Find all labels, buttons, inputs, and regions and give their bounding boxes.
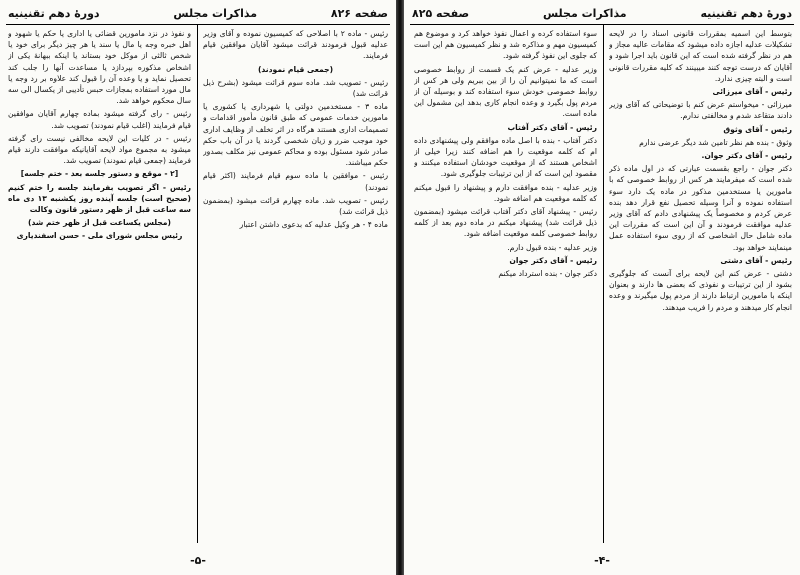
paragraph: رئیس - تصویب شد. ماده چهارم قرائت میشود (بمضمون ذیل قرائت شد) xyxy=(203,195,388,217)
paragraph: رئیس - اگر تصویب بفرمایند جلسه را ختم کنیم (صحیح است) جلسه آینده روز یکشنبه ۱۳ دی ماه سه ساعت قبل از ظهر دستور قانون وکالت xyxy=(8,182,191,215)
column-divider xyxy=(197,24,198,543)
article-text: ماده ۴ - هر وکیل عدلیه که بدعوی داشتن اعتبار xyxy=(239,220,388,230)
page-header xyxy=(8,4,388,22)
page-number: صفحه ۸۲۵ xyxy=(412,6,470,20)
paragraph: رئیس - موافقین با ماده سوم قیام فرمایند (اکثر قیام نمودند) xyxy=(203,171,388,192)
paragraph: رئیس - تصویب شد. ماده سوم قرائت میشود (بشرح ذیل قرائت شد) xyxy=(203,77,388,99)
header-rule xyxy=(410,24,794,25)
article-text: ماده ۳ - مستخدمین دولتی یا شهرداری یا کشوری یا مامورین خدمات عمومی که طبق قانون مأمور اقدامات و تصمیمات اداری هستند هرگاه در اثر تخلف از وظایف اداری خود موجب ضرر و زیان شخصی گردند یا در آن باب حکم صادر شود مسئول بوده و محاکم عمومی نیز مکلف بصدور حکم میباشند. xyxy=(203,102,388,168)
right-page xyxy=(404,0,800,575)
vote-note: (جمعی قیام نمودند) xyxy=(257,64,334,74)
paragraph: وزیر عدلیه - عرض کنم یک قسمت از روابط خصوصی است که ما نمیتوانیم آن را از بین ببریم ولی هر کس از روابط خصوصی خودش سوء استفاده کند و بوسیله آن از مردم پول بگیرد و وعده انجام کاری بدهد این مشمول این ماده است. xyxy=(414,64,597,119)
journal-title: مذاکرات مجلس xyxy=(543,6,627,20)
paragraph: رئیس - در کلیات این لایحه مخالفی نیست رای گرفته میشود به مجموع مواد لایحه آقایانیکه موافقت دارند قیام فرمایند (جمعی قیام نمودند) تصویب شد. xyxy=(8,133,191,166)
session-label: دورهٔ دهم تقنینیه xyxy=(8,6,100,20)
paragraph: بتوسط این اسمیه بمقررات قانونی اسناد را در لایحه تشکیلات عدلیه اجازه داده میشود که مقامات عالیه مجاز و هم در نظر گرفته شده است که این قانون باید اجرا شود و آقایان که درست توجه کنند میبینند که کلیه مقررات قانونی است و البته چیزی ندارد. xyxy=(609,29,792,83)
speaker-line: رئیس - آقای دکتر آفتاب xyxy=(507,122,597,132)
paragraph: دکتر آفتاب - بنده با اصل ماده موافقم ولی پیشنهادی داده ام که کلمه موقعیت را هم اضافه کنند زیرا خیلی از اشخاص هستند که از موقعیت خودشان استفاده میکنند و مقصود این است که از این ترتیبات جلوگیری شود. xyxy=(414,135,597,179)
speaker-line: رئیس - آقای دکتر جوان. xyxy=(701,151,792,161)
speaker-line: رئیس - آقای دشتی xyxy=(720,255,792,265)
speaker-line: رئیس - آقای میرزائی xyxy=(712,87,792,97)
journal-title: مذاکرات مجلس xyxy=(173,6,258,20)
page-footer-number: -۴- xyxy=(594,554,610,567)
paragraph: وثوق - بنده هم نظر تامین شد دیگر عرضی ندارم xyxy=(639,137,792,147)
column-divider xyxy=(603,24,604,543)
column-left xyxy=(8,28,191,528)
section-heading: [۲ - موقع و دستور جلسه بعد - ختم جلسه] xyxy=(20,169,179,179)
paragraph: دشتی - عرض کنم این لایحه برای آنست که جلوگیری بشود از این ترتیبات و نفوذی که بعضی ها دارند و بعنوان اینکه با مامورین ارتباط دارند از مردم پول میگیرند و وعده انجام کار میدهند و مردم را فریب میدهند. xyxy=(609,269,792,312)
speaker-line: رئیس - آقای وثوق xyxy=(723,124,792,134)
column-right xyxy=(609,28,792,528)
speaker-line: رئیس - آقای دکتر جوان xyxy=(509,255,597,265)
page-footer-number: -۵- xyxy=(190,554,206,567)
left-page xyxy=(0,0,396,575)
column-left xyxy=(414,28,597,528)
paragraph: سوء استفاده کرده و اعمال نفوذ خواهد کرد و موضوع هم کمیسیون مهم و مذاکره شد و نظر کمیسیون هم این است که جلوی این نفوذ گرفته شود. xyxy=(414,29,597,61)
paragraph: رئیس - ماده ۲ با اصلاحی که کمیسیون نموده و آقای وزیر عدلیه قبول فرمودند قرائت میشود آقایان موافقین قیام فرمایند. xyxy=(203,29,388,61)
paragraph: رئیس - رای گرفته میشود بماده چهارم آقایان موافقین قیام فرمایند (اغلب قیام نمودند) تصویب شد. xyxy=(8,109,191,130)
paragraph: میرزائی - میخواستم عرض کنم با توضیحاتی که آقای وزیر دادند متقاعد شدم و مخالفتی ندارم. xyxy=(609,100,792,121)
paragraph: وزیر عدلیه - بنده موافقت دارم و پیشنهاد را قبول میکنم که کلمه موقعیت هم اضافه شود. xyxy=(414,182,597,203)
session-label: دورهٔ دهم تقنینیه xyxy=(700,6,792,20)
page-number: صفحه ۸۲۶ xyxy=(330,6,388,20)
paragraph: دکتر جوان - راجع بقسمت عبارتی که در اول ماده ذکر شده است که میفرمایند هر کس از روابط خصوصی که با مامورین یا مستخدمین مذکور در ماده یک دارد سوء استفاده نموده و آنرا وسیله تحصیل نفع قرار دهد بنده عرض کردم و مخصوصاً یک پیشنهادی دادم که آقای وزیر عدلیه موافقت فرمودند و آن این است که مقررات این ماده شامل حال اشخاصی که از روی سوء استفاده عمل مینمایند خواهد بود. xyxy=(609,164,792,252)
header-rule xyxy=(6,24,390,25)
paragraph: رئیس - پیشنهاد آقای دکتر آفتاب قرائت میشود (بمضمون ذیل قرائت شد) پیشنهاد میکنم در ماده دوم بعد از کلمه روابط خصوصی کلمه موقعیت اضافه شود. xyxy=(414,207,597,239)
paragraph: دکتر جوان - بنده استرداد میکنم xyxy=(498,269,597,279)
column-right xyxy=(203,28,388,528)
book-gutter xyxy=(396,0,404,575)
paragraph: و نفوذ در نزد مامورین قضائی یا اداری یا حکم یا شهود و اهل خبره وجه یا مال یا سند یا هر چیز دیگر برای خود یا شخص ثالثی از موکل خود بستاند یا اینکه ببهانهٔ یکی از اشخاص مذکوره بپردازد یا مساعدت آنها را جلب کند تحصیل نماید و یا وعده آن را قبول کند علاوه بر رد وجه یا مال مورد استفاده بمجازات حبس تأدیبی از یکسال الی سه سال محکوم خواهد شد. xyxy=(8,29,191,106)
closing-note: (مجلس یکساعت قبل از ظهر ختم شد) xyxy=(28,218,171,228)
signature-line: رئیس مجلس شورای ملی - حسن اسفندیاری xyxy=(16,231,183,241)
page-header xyxy=(412,4,792,22)
paragraph: وزیر عدلیه - بنده قبول دارم. xyxy=(507,242,597,252)
